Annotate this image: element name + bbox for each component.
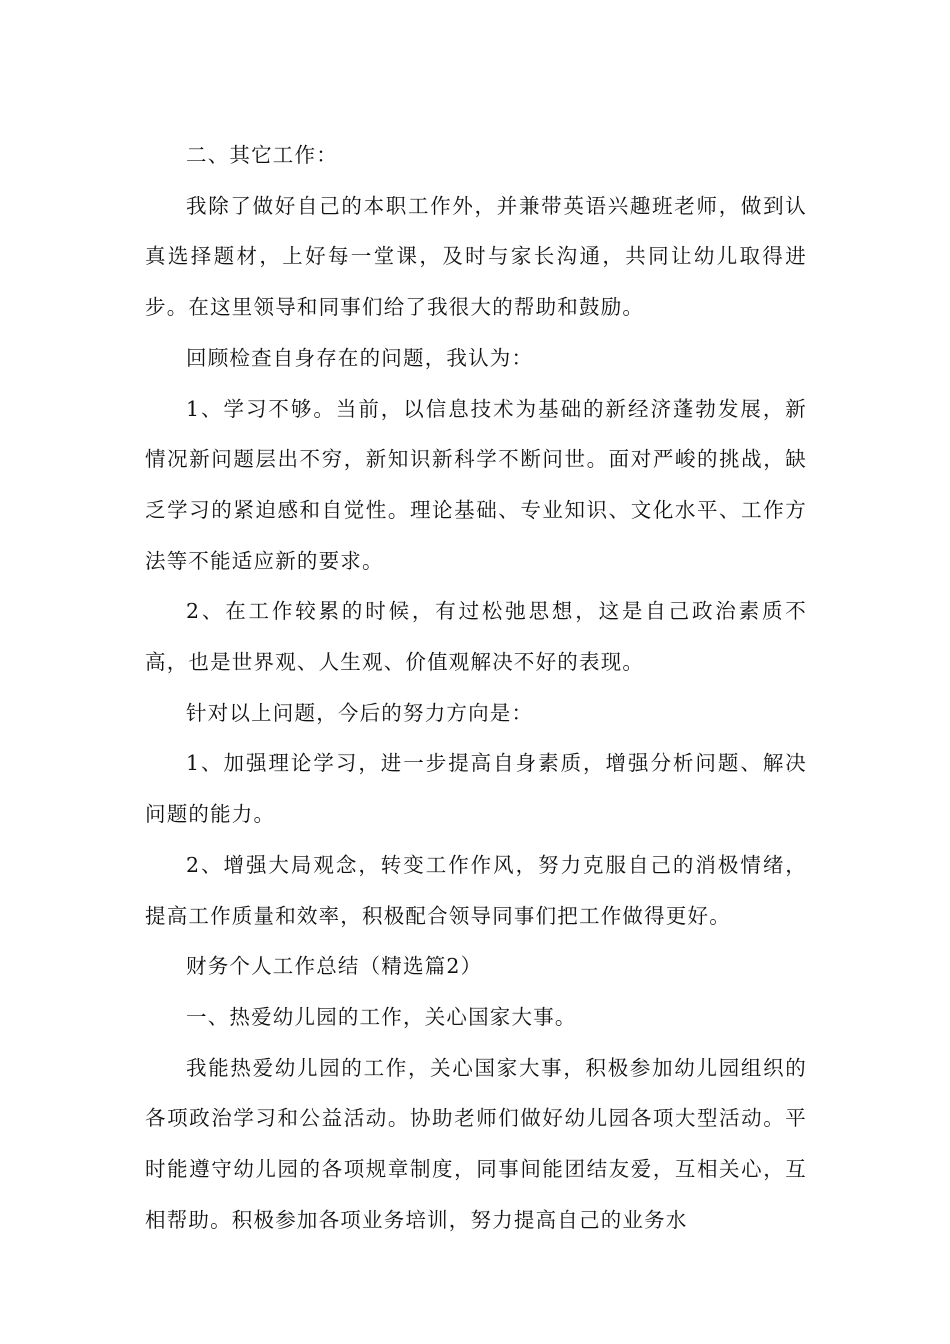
section-title-selected-2: 财务个人工作总结（精选篇2） — [186, 954, 483, 979]
document-body — [145, 130, 807, 1245]
paragraph-self-review-intro: 回顾检查自身存在的问题，我认为： — [186, 345, 534, 370]
paragraph-english-class: 我除了做好自己的本职工作外，并兼带英语兴趣班老师，做到认真选择题材，上好每一堂课，及时与家长沟通，共同让幼儿取得进步。在这里领导和同事们给了我很大的帮助和鼓励。 — [145, 193, 807, 320]
paragraph-issue-1: 1、学习不够。当前，以信息技术为基础的新经济蓬勃发展，新情况新问题层出不穷，新知识新科学不断问世。面对严峻的挑战，缺乏学习的紧迫感和自觉性。理论基础、专业知识、文化水平、工作方法等不能适应新的要求。 — [145, 396, 807, 573]
paragraph-direction-intro: 针对以上问题，今后的努力方向是： — [186, 700, 534, 725]
paragraph-issue-2: 2、在工作较累的时候，有过松弛思想，这是自己政治素质不高，也是世界观、人生观、价值观解决不好的表现。 — [145, 599, 807, 675]
paragraph-direction-2: 2、增强大局观念，转变工作作风，努力克服自己的消极情绪，提高工作质量和效率，积极配合领导同事们把工作做得更好。 — [145, 852, 807, 928]
paragraph-direction-1: 1、加强理论学习，进一步提高自身素质，增强分析问题、解决问题的能力。 — [145, 751, 807, 827]
paragraph-kindergarten-work: 我能热爱幼儿园的工作，关心国家大事，积极参加幼儿园组织的各项政治学习和公益活动。协助老师们做好幼儿园各项大型活动。平时能遵守幼儿园的各项规章制度，同事间能团结友爱，互相关心，互相帮助。积极参加各项业务培训，努力提高自己的业务水 — [145, 1055, 807, 1232]
section-heading-other-work: 二、其它工作： — [186, 143, 338, 167]
section-heading-love-kindergarten: 一、热爱幼儿园的工作，关心国家大事。 — [186, 1004, 577, 1029]
